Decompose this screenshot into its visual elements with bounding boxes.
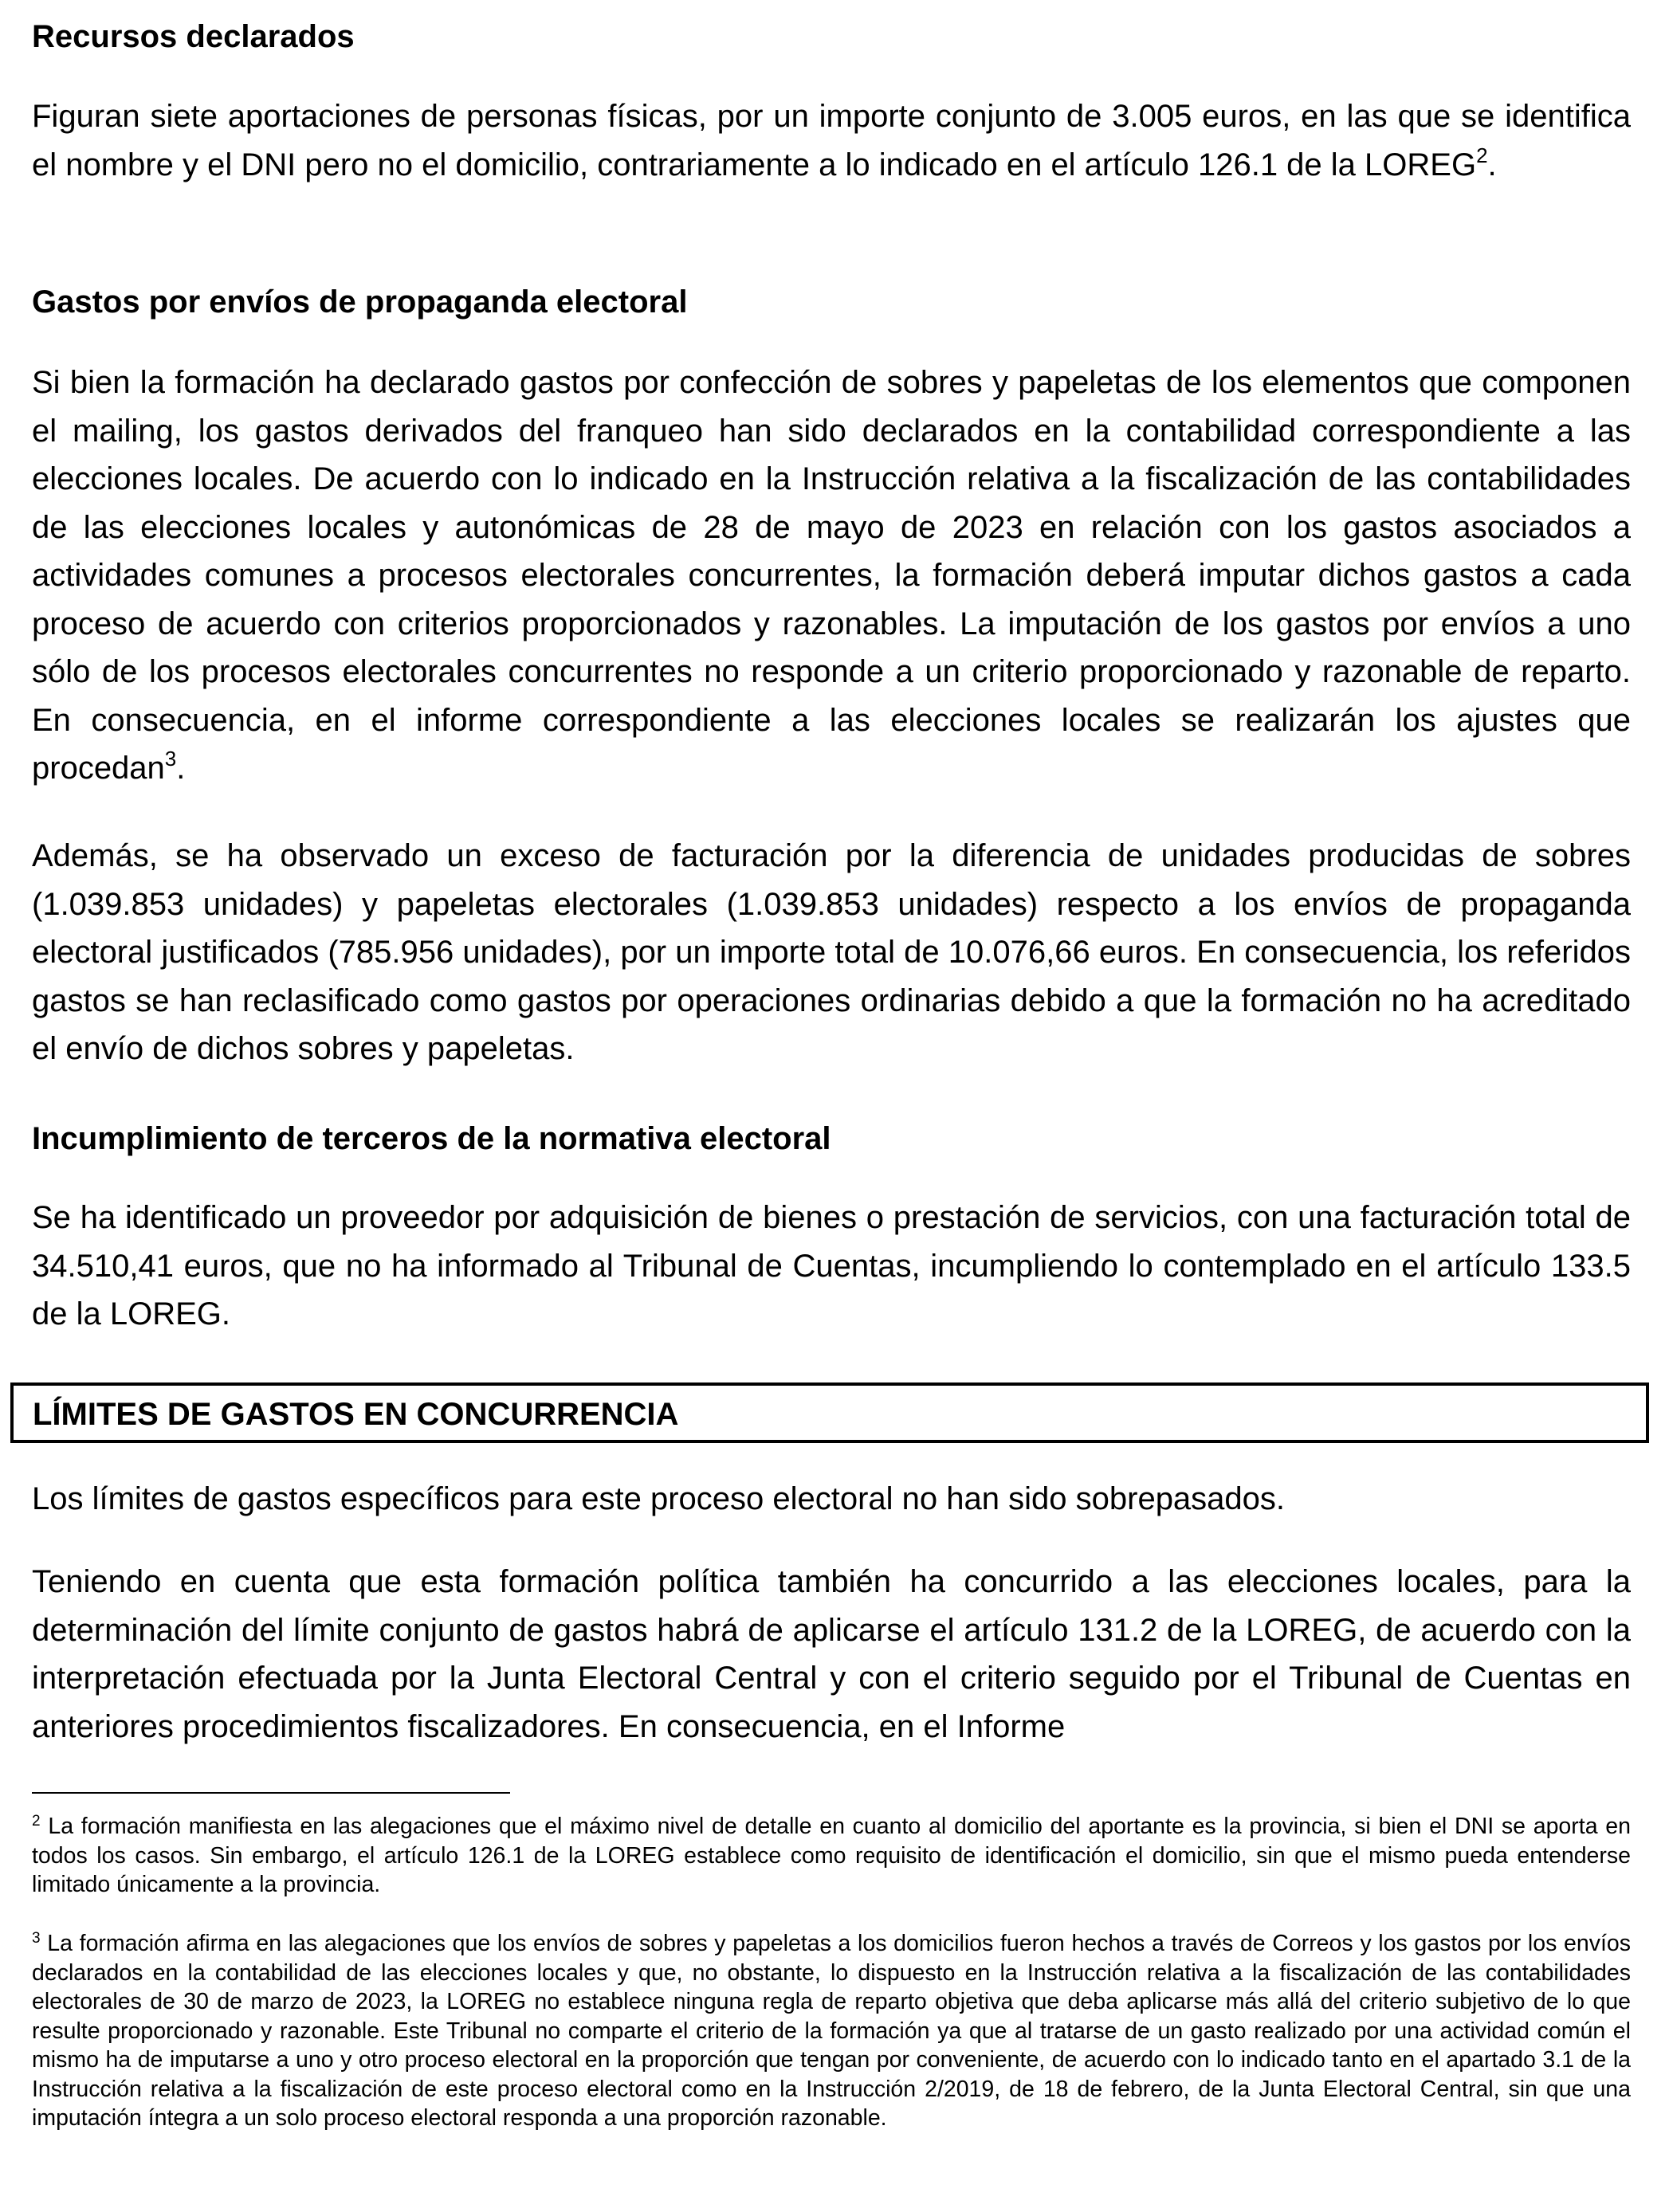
paragraph-limites-2: Teniendo en cuenta que esta formación política también ha concurrido a las elecciones locales, para la determinación del límite conjunto de gastos habrá de aplicarse el artículo 131.2 de la LOREG, de acuerdo con la interpretación efectuada por la Junta Electoral Central y con el criterio seguido por el Tribunal de Cuentas en anteriores procedimientos fiscalizadores. En consecuencia, en el Informe [32, 1564, 1631, 1744]
section-heading-limites: LÍMITES DE GASTOS EN CONCURRENCIA [33, 1397, 679, 1432]
section-heading-gastos-envios: Gastos por envíos de propaganda electoral [32, 284, 688, 320]
footnote-2 [32, 1812, 1631, 1900]
footnote-3-number: 3 [32, 1930, 41, 1947]
paragraph-incumplimiento: Se ha identificado un proveedor por adquisición de bienes o prestación de servicios, con una facturación total de 34.510,41 euros, que no ha informado al Tribunal de Cuentas, incumpliendo lo contemplado en el artículo 133.5 de la LOREG. [32, 1200, 1631, 1332]
footnote-2-number: 2 [32, 1813, 41, 1830]
footnote-ref-3[interactable]: 3 [164, 747, 177, 771]
paragraph-limites-1: Los límites de gastos específicos para este proceso electoral no han sido sobrepasados. [32, 1481, 1286, 1516]
paragraph-gastos-envios-2: Además, se ha observado un exceso de facturación por la diferencia de unidades producidas de sobres (1.039.853 unidades) y papeletas electorales (1.039.853 unidades) respecto a los envíos de propaganda electoral justificados (785.956 unidades), por un importe total de 10.076,66 euros. En consecuencia, los referidos gastos se han reclasificado como gastos por operaciones ordinarias debido a que la formación no ha acreditado el envío de dichos sobres y papeletas. [32, 838, 1631, 1066]
footnote-3 [32, 1929, 1631, 2133]
paragraph-recursos-text: Figuran siete aportaciones de personas físicas, por un importe conjunto de 3.005 euros, en las que se identifica el nombre y el DNI pero no el domicilio, contrariamente a lo indicado en el artículo 126.1 de la LOREG [32, 99, 1631, 182]
paragraph-recursos-end: . [1487, 147, 1497, 182]
footnote-ref-2[interactable]: 2 [1476, 143, 1488, 167]
paragraph-gastos-envios-1-text: Si bien la formación ha declarado gastos por confección de sobres y papeletas de los elementos que componen el mailing, los gastos derivados del franqueo han sido declarados en la contabilidad correspondiente a las elecciones locales. De acuerdo con lo indicado en la Instrucción relativa a la fiscalización de las contabilidades de las elecciones locales y autonómicas de 28 de mayo de 2023 en relación con los gastos asociados a actividades comunes a procesos electorales concurrentes, la formación deberá imputar dichos gastos a cada proceso de acuerdo con criterios proporcionados y razonables. La imputación de los gastos por envíos a uno sólo de los procesos electorales concurrentes no responde a un criterio proporcionado y razonable de reparto. En consecuencia, en el informe correspondiente a las elecciones locales se realizarán los ajustes que procedan [32, 365, 1631, 786]
footnote-2-text: La formación manifiesta en las alegaciones que el máximo nivel de detalle en cuanto al domicilio del aportante es la provincia, si bien el DNI se aporta en todos los casos. Sin embargo, el artículo 126.1 de la LOREG establece como requisito de identificación el domicilio, sin que el mismo pueda entenderse limitado únicamente a la provincia. [32, 1814, 1631, 1897]
section-heading-incumplimiento: Incumplimiento de terceros de la normativa electoral [32, 1121, 831, 1156]
footnote-3-text: La formación afirma en las alegaciones que los envíos de sobres y papeletas a los domicilios fueron hechos a través de Correos y los gastos por los envíos declarados en la contabilidad de las elecciones locales y que, no obstante, lo dispuesto en la Instrucción relativa a la fiscalización de las contabilidades electorales de 30 de marzo de 2023, la LOREG no establece ninguna regla de reparto objetiva que deba aplicarse más allá del criterio subjetivo de lo que resulte proporcionado y razonable. Este Tribunal no comparte el criterio de la formación ya que al tratarse de un gasto realizado por una actividad común el mismo ha de imputarse a uno y otro proceso electoral en la proporción que tengan por conveniente, de acuerdo con lo indicado tanto en el apartado 3.1 de la Instrucción relativa a la fiscalización de este proceso electoral como en la Instrucción 2/2019, de 18 de febrero, de la Junta Electoral Central, sin que una imputación íntegra a un solo proceso electoral responda a una proporción razonable. [32, 1931, 1631, 2131]
section-box-limites [10, 1382, 1649, 1443]
paragraph-gastos-envios-1 [32, 359, 1631, 793]
paragraph-gastos-envios-1-end: . [176, 751, 186, 786]
footnote-separator [32, 1792, 510, 1794]
section-heading-recursos: Recursos declarados [32, 19, 355, 54]
paragraph-recursos [32, 92, 1631, 189]
